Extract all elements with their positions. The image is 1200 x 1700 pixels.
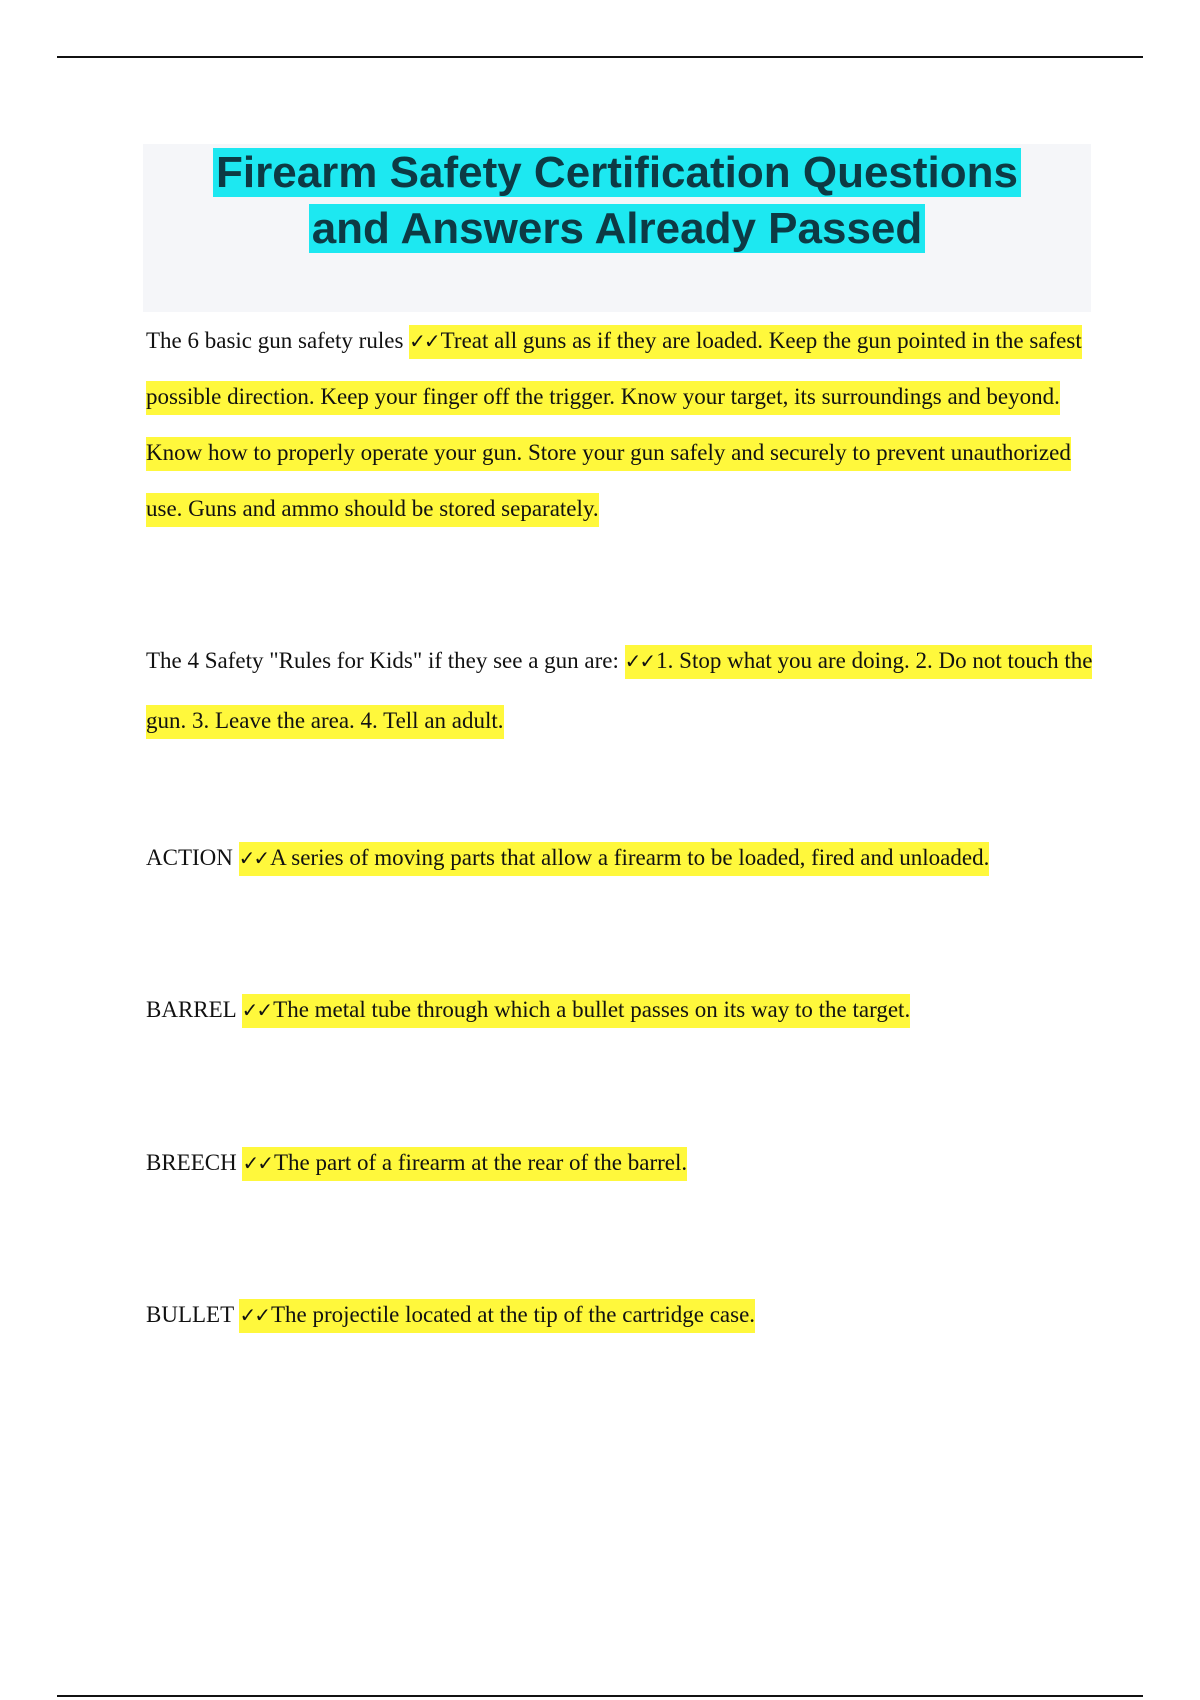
double-check-icon: ✓✓ — [409, 329, 439, 353]
double-check-icon: ✓✓ — [241, 998, 272, 1022]
title-line-2: and Answers Already Passed — [309, 204, 926, 253]
question-text: BULLET — [146, 1302, 234, 1327]
question-text: BREECH — [146, 1150, 237, 1175]
qa-item — [146, 631, 1101, 751]
qa-item — [146, 1297, 1101, 1333]
qa-item — [146, 840, 1101, 876]
qa-item — [146, 1145, 1101, 1181]
question-text: The 6 basic gun safety rules — [146, 328, 404, 353]
answer-text: A series of moving parts that allow a firearm to be loaded, fired and unloaded. — [270, 845, 990, 870]
answer-text: Treat all guns as if they are loaded. Keep the gun pointed in the safest possible direction. Keep your finger off the trigger. Know your target, its surroundings and beyond. Know how to properly operate your gun. Store your gun safely and securely to prevent unauthorized use. Guns and ammo should be stored separately. — [146, 328, 1082, 521]
bottom-rule — [57, 1695, 1143, 1697]
double-check-icon: ✓✓ — [624, 649, 655, 673]
double-check-icon: ✓✓ — [242, 1151, 272, 1175]
qa-item — [146, 313, 1101, 537]
answer-text: The projectile located at the tip of the cartridge case. — [271, 1302, 756, 1327]
answer-highlight — [239, 842, 990, 876]
qa-item — [146, 992, 1101, 1028]
answer-text: The metal tube through which a bullet passes on its way to the target. — [273, 997, 911, 1022]
answer-highlight — [146, 325, 1082, 527]
question-text: ACTION — [146, 845, 233, 870]
double-check-icon: ✓✓ — [238, 846, 269, 870]
double-check-icon: ✓✓ — [239, 1303, 269, 1327]
answer-text: The part of a firearm at the rear of the barrel. — [274, 1150, 688, 1175]
top-rule — [57, 56, 1143, 58]
title-line-1: Firearm Safety Certification Questions — [213, 148, 1021, 197]
answer-highlight — [242, 1147, 687, 1181]
question-text: BARREL — [146, 997, 236, 1022]
document-title — [143, 144, 1091, 257]
answer-highlight — [242, 994, 911, 1028]
question-text: The 4 Safety "Rules for Kids" if they see a gun are: — [146, 648, 619, 673]
answer-text: 1. Stop what you are doing. 2. Do not touch the gun. 3. Leave the area. 4. Tell an adult. — [146, 648, 1093, 733]
answer-highlight — [239, 1299, 755, 1333]
